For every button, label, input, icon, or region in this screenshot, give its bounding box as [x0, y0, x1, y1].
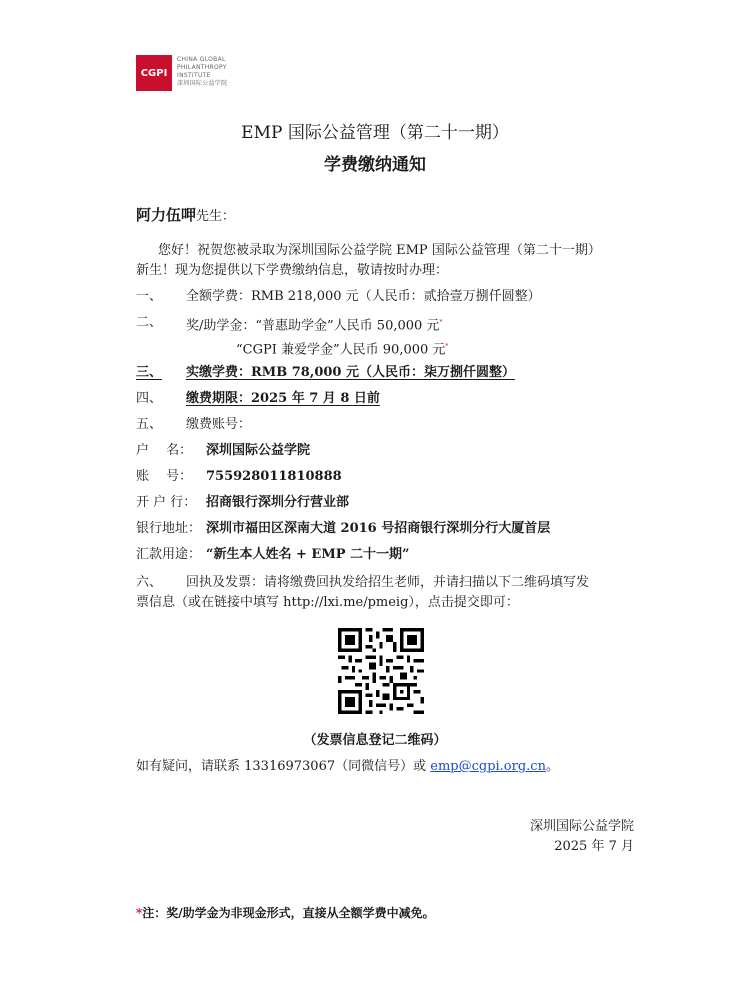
intro-line-1: 您好！祝贺您被录取为深圳国际公益学院 EMP 国际公益管理（第二十一期）	[158, 243, 601, 258]
item-2-text-body: 奖/助学金：“普惠助学金”人民币 50,000 元	[186, 318, 440, 334]
bank-value: 招商银行深圳分行营业部	[206, 495, 350, 510]
signature-date: 2025 年 7 月	[554, 839, 634, 854]
item-3-num: 三、	[136, 365, 163, 380]
item-4-num: 四、	[136, 391, 163, 406]
item-6-line-1: 回执及发票：请将缴费回执发给招生老师，并请扫描以下二维码填写发	[186, 575, 590, 590]
salutation-suffix: 先生：	[196, 209, 236, 224]
item-3-text: 实缴学费：RMB 78,000 元（人民币：柒万捌仟圆整）	[186, 365, 515, 380]
account-no-value: 755928011810888	[206, 469, 342, 484]
contact-suffix: 。	[545, 759, 559, 774]
remittance-label: 汇款用途：	[136, 547, 202, 562]
bank-address-label: 银行地址：	[136, 521, 202, 536]
item-5-num: 五、	[136, 417, 163, 432]
signature-org: 深圳国际公益学院	[529, 819, 634, 834]
item-2-text	[186, 314, 442, 335]
item-2-line-2-body: “CGPI 兼爱学金”人民币 90,000 元	[236, 342, 446, 358]
account-no-label: 账 号：	[136, 469, 193, 484]
account-name-label: 户 名：	[136, 443, 193, 458]
logo-line-4: 深圳国际公益学院	[177, 80, 228, 87]
footnote	[136, 904, 435, 921]
item-2-line-2	[236, 338, 448, 359]
logo-mark: CGPI	[140, 67, 168, 79]
item-6-line-2: 票信息（或在链接中填写 http://lxi.me/pmeig），点击提交即可：	[136, 595, 519, 610]
logo-caption	[177, 56, 227, 88]
account-name-value: 深圳国际公益学院	[206, 443, 311, 458]
salutation	[136, 206, 235, 226]
contact-email-link[interactable]: emp@cgpi.org.cn	[430, 759, 546, 774]
footnote-star-1: *	[439, 319, 443, 326]
logo-line-3: INSTITUTE	[177, 72, 211, 79]
cgpi-logo	[136, 55, 172, 91]
logo-line-1: CHINA GLOBAL	[177, 56, 226, 63]
item-2-num: 二、	[136, 315, 163, 330]
item-6-num: 六、	[136, 575, 163, 590]
item-1-num: 一、	[136, 289, 163, 304]
bank-address-value: 深圳市福田区深南大道 2016 号招商银行深圳分行大厦首层	[206, 521, 551, 536]
document-subtitle: 学费缴纳通知	[324, 155, 426, 175]
invoice-qr-code[interactable]	[338, 628, 424, 714]
item-4-text: 缴费期限：2025 年 7 月 8 日前	[186, 391, 380, 406]
bank-label: 开 户 行：	[136, 495, 197, 510]
footnote-star-2: *	[445, 343, 449, 350]
item-1-text: 全额学费：RMB 218,000 元（人民币：贰拾壹万捌仟圆整）	[186, 289, 541, 304]
recipient-name: 阿力伍呷	[136, 206, 197, 224]
footnote-star: *	[136, 906, 143, 920]
logo-line-2: PHILANTHROPY	[177, 64, 227, 71]
item-5-text: 缴费账号：	[186, 417, 252, 432]
document-title: EMP 国际公益管理（第二十一期）	[241, 123, 509, 143]
qr-caption: （发票信息登记二维码）	[303, 733, 447, 748]
contact-prefix: 如有疑问，请联系 13316973067（同微信号）或	[136, 759, 431, 774]
footnote-text: 注：奖/助学金为非现金形式，直接从全额学费中减免。	[142, 906, 435, 920]
remittance-value: “新生本人姓名 + EMP 二十一期”	[206, 547, 410, 562]
intro-line-2: 新生！现为您提供以下学费缴纳信息，敬请按时办理：	[136, 263, 449, 278]
contact-line	[136, 758, 559, 776]
